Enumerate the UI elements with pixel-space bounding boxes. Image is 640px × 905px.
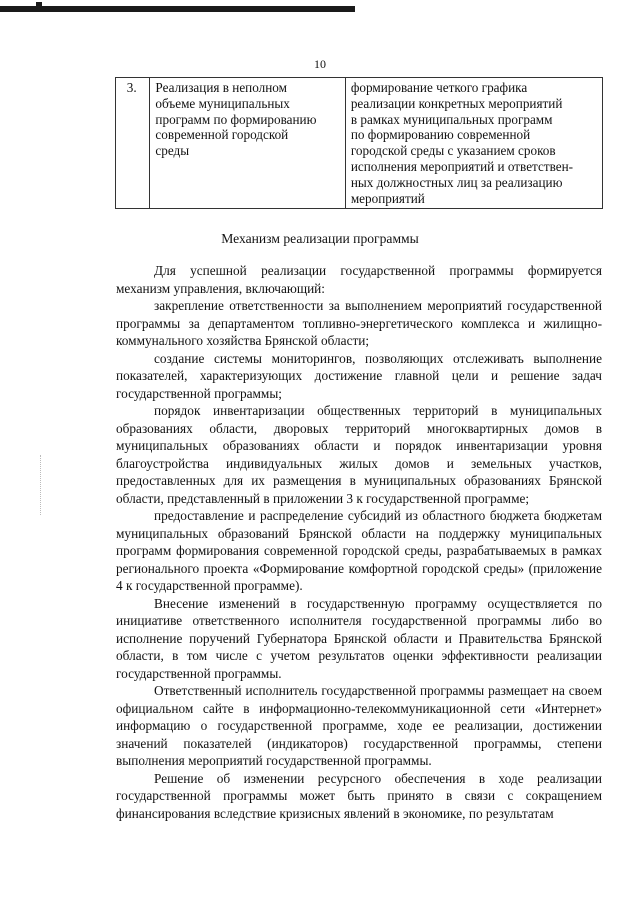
paragraph: Для успешной реализации государственной программы формируется механизм управления, включающий: [116,263,602,296]
section-heading: Механизм реализации программы [221,231,419,246]
paragraph: порядок инвентаризации общественных территорий в муниципальных образованиях области, дворовых территорий многоквартирных домов в муниципальных образованиях области и порядок инвентаризации уровня благоустройства индивидуальных жилых домов и земельных участков, предоставленных для их размещения в муниципальных образованиях Брянской области, представленный в приложении 3 к государственной программе; [116,403,602,506]
paragraph: создание системы мониторингов, позволяющих отслеживать выполнение показателей, характеризующих достижение главной цели и решение задач государственной программы; [116,350,602,401]
measures-table [115,77,603,209]
page-number: 10 [314,57,326,71]
table-row [116,78,603,209]
paragraph: предоставление и распределение субсидий из областного бюджета бюджетам муниципальных образований Брянской области на поддержку муниципальных программ формирования современной городской среды, разрабатываемых в рамках регионального проекта «Формирование комфортной городской среды» (приложение 4 к государственной программе). [116,508,602,593]
scan-top-edge-bar [0,6,355,12]
row-number-cell: 3. [116,78,150,209]
scan-top-edge-mark [36,2,42,12]
paragraph: Внесение изменений в государственную программу осуществляется по инициативе ответственного исполнителя государственной программы либо во исполнение поручений Губернатора Брянской области и Правительства Брянской области, в том числе с учетом результатов оценки эффективности реализации государственной программы. [116,595,602,681]
measure-cell: формирование четкого графика реализации конкретных мероприятий в рамках муниципальных программ по формированию современной городской среды с указанием сроков исполнения мероприятий и ответствен- ных должностных лиц за реализацию мероприятий [345,78,602,209]
paragraph: Ответственный исполнитель государственной программы размещает на своем официальном сайте в информационно-телекоммуникационной сети «Интернет» информацию о государственной программе, ходе ее реализации, достижении значений показателей (индикаторов) государственной программы, степени выполнения мероприятий государственной программы. [116,683,602,768]
section-body [116,262,602,822]
paragraph: закрепление ответственности за выполнением мероприятий государственной программы за департаментом топливно-энергетического комплекса и жилищно-коммунального хозяйства Брянской области; [116,298,602,348]
paragraph: Решение об изменении ресурсного обеспечения в ходе реализации государственной программы может быть принято в связи с сокращением финансирования вследствие кризисных явлений в экономике, по результатам [116,770,602,821]
scan-margin-artifact [40,455,43,515]
problem-cell: Реализация в неполном объеме муниципальных программ по формированию современной городской среды [150,78,345,209]
